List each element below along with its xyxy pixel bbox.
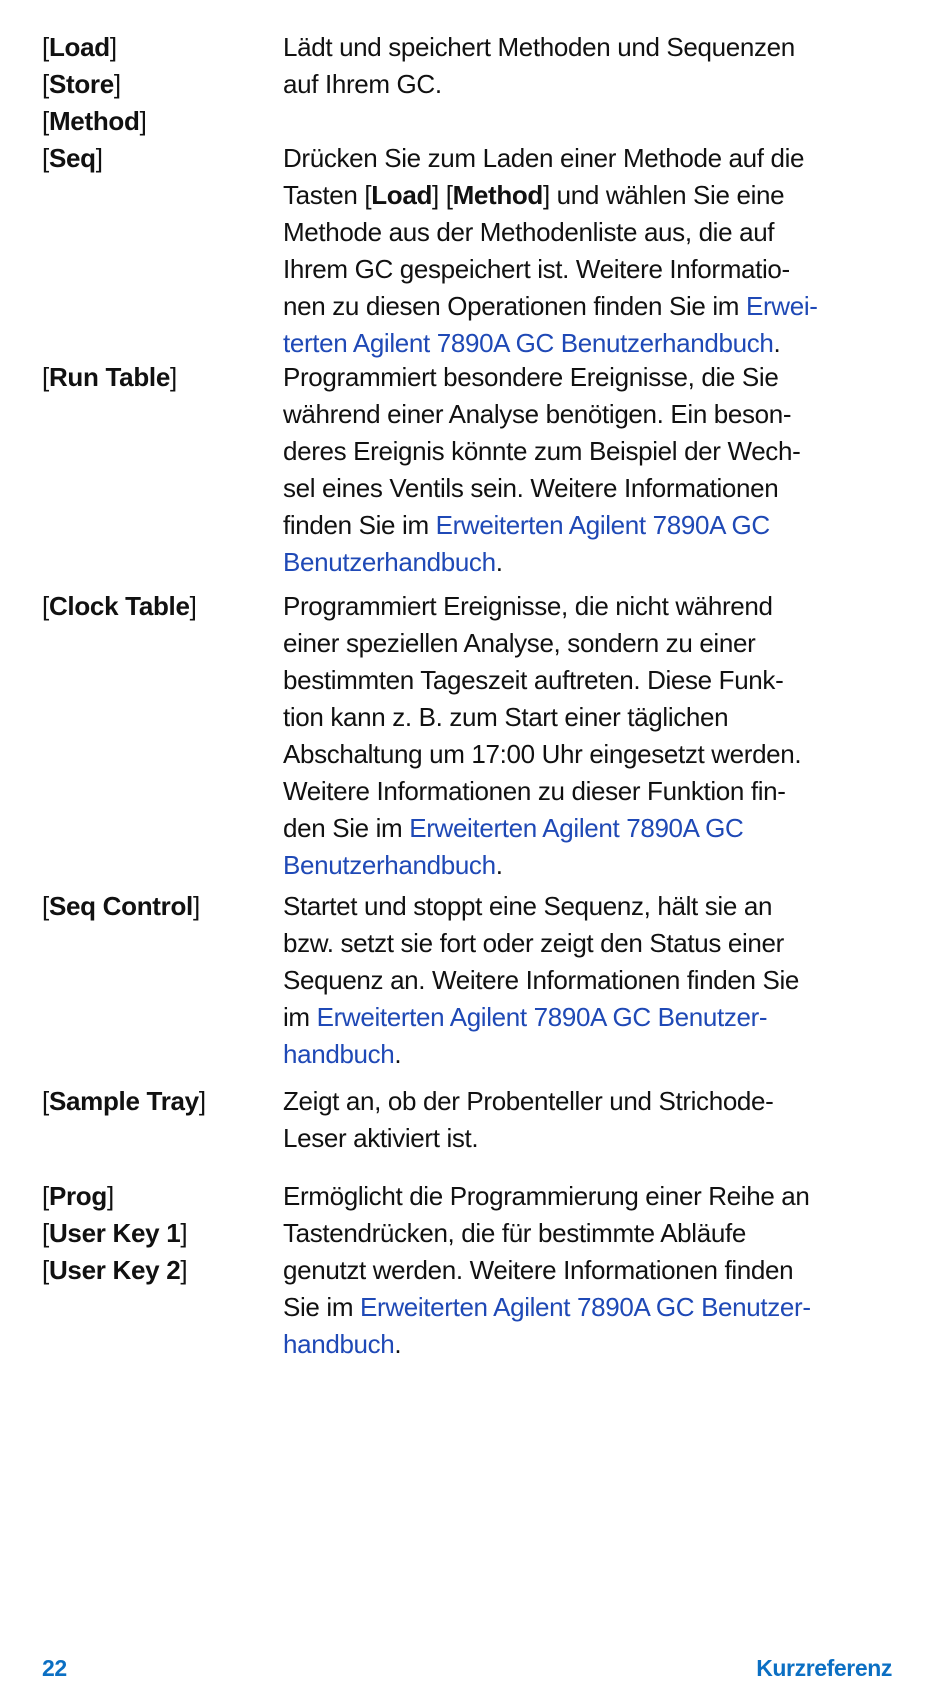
description-paragraph [283,140,908,362]
description-paragraph [283,888,908,1073]
description-paragraph [283,1083,908,1157]
section-title: Kurzreferenz [756,1655,892,1681]
text-line: auf Ihrem GC. [283,69,442,99]
text-line: Ihrem GC gespeichert ist. Weitere Informatio- [283,254,790,284]
text-line: Programmiert besondere Ereignisse, die Sie [283,362,779,392]
key-label: [Seq] [42,143,103,173]
description-paragraph [283,359,908,581]
text-line: Benutzerhandbuch. [283,850,503,880]
key-description [283,888,908,1073]
key-label: [Sample Tray] [42,1086,206,1116]
manual-link[interactable]: Erwei- [745,291,818,321]
key-description [283,29,908,362]
text-line: Leser aktiviert ist. [283,1123,479,1153]
text-line: handbuch. [283,1039,402,1069]
text-line: bestimmten Tageszeit auftreten. Diese Funk- [283,665,784,695]
text-line: bzw. setzt sie fort oder zeigt den Status einer [283,928,784,958]
text-line: handbuch. [283,1329,402,1359]
manual-link[interactable]: Benutzerhandbuch [283,547,496,577]
key-description [283,359,908,581]
text-line: Drücken Sie zum Laden einer Methode auf die [283,143,805,173]
manual-link[interactable]: Erweiterten Agilent 7890A GC Benutzer- [360,1292,811,1322]
inline-key-name: Method [452,180,543,210]
text-line: im Erweiterten Agilent 7890A GC Benutzer- [283,1002,768,1032]
key-label: [Clock Table] [42,591,197,621]
description-paragraph [283,1178,908,1363]
text-line: Benutzerhandbuch. [283,547,503,577]
text-line: Tastendrücken, die für bestimmte Abläufe [283,1218,746,1248]
text-line: während einer Analyse benötigen. Ein beson- [283,399,792,429]
manual-link[interactable]: Erweiterten Agilent 7890A GC [435,510,770,540]
key-label: [Load] [42,32,117,62]
key-names [42,1083,272,1120]
key-names [42,1178,272,1289]
text-line: einer speziellen Analyse, sondern zu einer [283,628,756,658]
text-line: sel eines Ventils sein. Weitere Informationen [283,473,779,503]
manual-link[interactable]: Erweiterten Agilent 7890A GC Benutzer- [316,1002,768,1032]
inline-key-name: Load [371,180,432,210]
page-number: 22 [42,1655,67,1681]
manual-link[interactable]: handbuch [283,1039,395,1069]
key-names [42,359,272,396]
key-names [42,888,272,925]
key-label: [Store] [42,69,121,99]
text-line: Methode aus der Methodenliste aus, die auf [283,217,775,247]
key-label: [Run Table] [42,362,177,392]
key-description [283,1083,908,1157]
text-line: tion kann z. B. zum Start einer täglichen [283,702,729,732]
key-label: [User Key 2] [42,1255,188,1285]
key-label: [User Key 1] [42,1218,188,1248]
description-paragraph [283,29,908,103]
key-description [283,588,908,884]
description-paragraph [283,588,908,884]
manual-link[interactable]: Benutzerhandbuch [283,850,496,880]
manual-link[interactable]: Erweiterten Agilent 7890A GC [409,813,744,843]
text-line: Weitere Informationen zu dieser Funktion fin- [283,776,786,806]
text-line: Programmiert Ereignisse, die nicht während [283,591,773,621]
text-line: terten Agilent 7890A GC Benutzerhandbuch. [283,328,781,358]
key-description [283,1178,908,1363]
key-names [42,29,272,177]
text-line: Sequenz an. Weitere Informationen finden Sie [283,965,800,995]
text-line: finden Sie im Erweiterten Agilent 7890A GC [283,510,770,540]
text-line: Lädt und speichert Methoden und Sequenzen [283,32,795,62]
text-line: deres Ereignis könnte zum Beispiel der Wech- [283,436,801,466]
manual-link[interactable]: terten Agilent 7890A GC Benutzerhandbuch [283,328,774,358]
text-line: Zeigt an, ob der Probenteller und Strichode- [283,1086,774,1116]
text-line: Sie im Erweiterten Agilent 7890A GC Benutzer- [283,1292,811,1322]
text-line: Startet und stoppt eine Sequenz, hält sie an [283,891,773,921]
manual-link[interactable]: handbuch [283,1329,395,1359]
key-label: [Method] [42,106,147,136]
text-line: genutzt werden. Weitere Informationen finden [283,1255,794,1285]
text-line: Ermöglicht die Programmierung einer Reihe an [283,1181,810,1211]
key-names [42,588,272,625]
key-label: [Seq Control] [42,891,200,921]
text-line: den Sie im Erweiterten Agilent 7890A GC [283,813,744,843]
text-line: nen zu diesen Operationen finden Sie im Erwei- [283,291,818,321]
key-label: [Prog] [42,1181,114,1211]
text-line: Tasten [Load] [Method] und wählen Sie eine [283,180,785,210]
text-line: Abschaltung um 17:00 Uhr eingesetzt werden. [283,739,802,769]
